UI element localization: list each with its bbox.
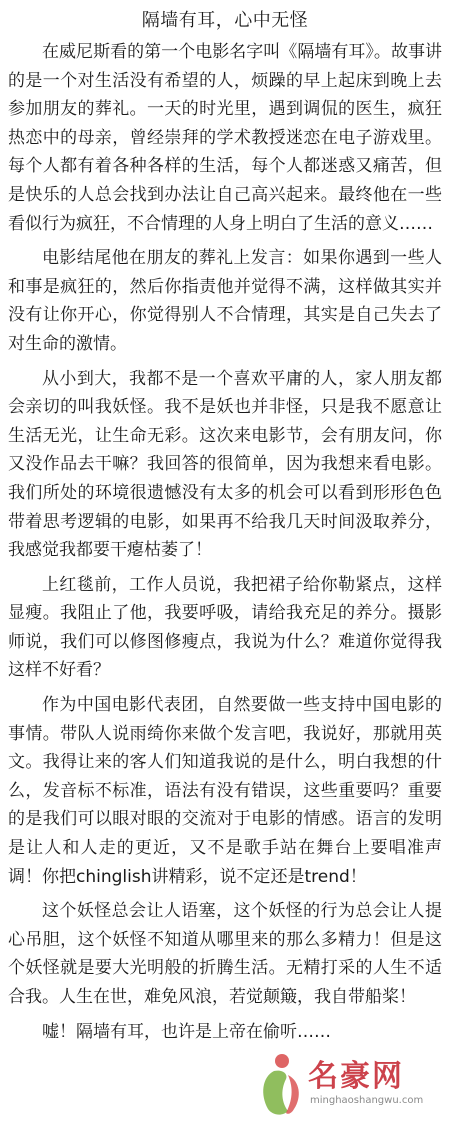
paragraph-3: 从小到大，我都不是一个喜欢平庸的人，家人朋友都会亲切的叫我妖怪。我不是妖也并非怪，只是我不愿意让生活无光，让生命无彩。这次来电影节，会有朋友问，你又没作品去干嘛？我回答的很简单，因为我想来看电影。我们所处的环境很遗憾没有太多的机会可以看到形形色色带着思考逻辑的电影，如果再不给我几天时间汲取养分，我感觉我都要干瘪枯萎了！ xyxy=(8,368,442,561)
paragraph-1: 在威尼斯看的第一个电影名字叫《隔墙有耳》。故事讲的是一个对生活没有希望的人，烦躁的早上起床到晚上去参加朋友的葬礼。一天的时光里，遇到调侃的医生，疯狂热恋中的母亲，曾经崇拜的学术教授迷恋在电子游戏里。每个人都有着各种各样的生活，每个人都迷惑又痛苦，但是快乐的人总会找到办法让自己高兴起来。最终他在一些看似行为疯狂，不合情理的人身上明白了生活的意义…… xyxy=(8,42,442,234)
paragraph-6: 这个妖怪总会让人语塞，这个妖怪的行为总会让人提心吊胆，这个妖怪不知道从哪里来的那么多精力！但是这个妖怪就是要大光明般的折腾生活。无精打采的人生不适合我。人生在世，难免风浪，若觉颠簸，我自带船桨！ xyxy=(8,901,442,1007)
silhouette-logo-icon xyxy=(252,1051,308,1117)
paragraph-7: 嘘！隔墙有耳，也许是上帝在偷听…… xyxy=(42,1021,331,1042)
article-title: 隔墙有耳，心中无怪 xyxy=(141,10,309,31)
watermark-brand: 名豪网 xyxy=(308,1059,404,1094)
paragraph-4: 上红毯前，工作人员说，我把裙子给你勒紧点，这样显瘦。我阻止了他，我要呼吸，请给我充足的养分。摄影师说，我们可以修图修瘦点，我说为什么？难道你觉得我这样不好看？ xyxy=(8,574,442,681)
watermark-url: minghaoshangwu.com xyxy=(310,1095,424,1106)
paragraph-2: 电影结尾他在朋友的葬礼上发言：如果你遇到一些人和事是疯狂的，然后你指责他并觉得不满，这样做其实并没有让你开心，你觉得别人不合情理，其实是自己失去了对生命的激情。 xyxy=(8,248,442,354)
site-watermark xyxy=(252,1047,442,1121)
article-body xyxy=(8,38,442,1046)
paragraph-5: 作为中国电影代表团，自然要做一些支持中国电影的事情。带队人说雨绮你来做个发言吧，我说好，那就用英文。我得让来的客人们知道我说的是什么，明白我想的什么，发音标不标准，语法有没有错误，这些重要吗？重要的是我们可以眼对眼的交流对于电影的情感。语言的发明是让人和人走的更近，又不是歌手站在舞台上要唱准声调！你把chinglish讲精彩，说不定还是trend！ xyxy=(8,695,442,887)
